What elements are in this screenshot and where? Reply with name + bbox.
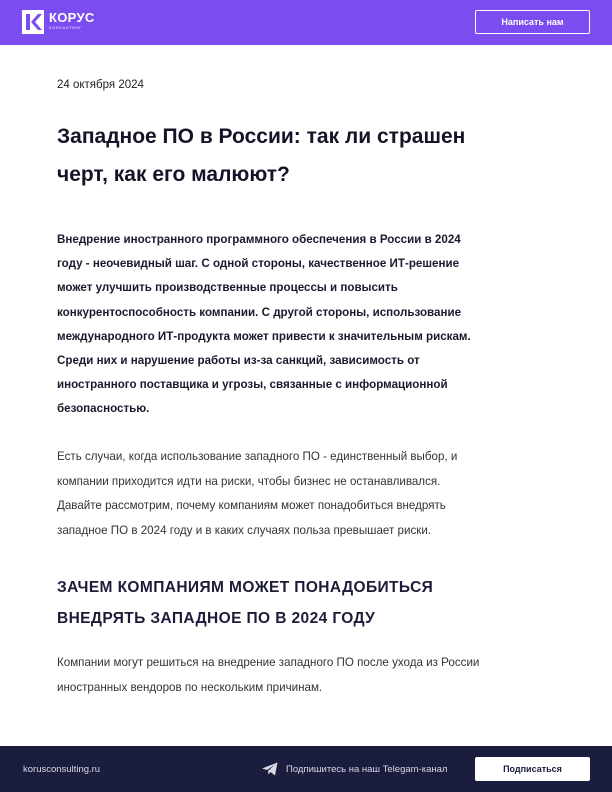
telegram-icon[interactable] — [262, 762, 278, 776]
telegram-link[interactable]: Подпишитесь на наш Telegam-канал — [286, 764, 448, 775]
paragraph-line: Давайте рассмотрим, почему компаниям может понадобиться внедрять — [57, 499, 446, 512]
write-us-button[interactable]: Написать нам — [475, 10, 590, 34]
korus-logo[interactable] — [22, 10, 112, 34]
article-lead — [57, 228, 547, 422]
lead-line: году - неочевидный шаг. С одной стороны, качественное ИТ-решение — [57, 257, 460, 271]
paragraph-line: западное ПО в 2024 году и в каких случаях польза превышает риски. — [57, 523, 432, 537]
footer-site-link[interactable]: korusconsulting.ru — [23, 764, 101, 775]
section-heading-line: ВНЕДРЯТЬ ЗАПАДНОЕ ПО В 2024 ГОДУ — [57, 610, 376, 627]
article-paragraph — [57, 445, 557, 543]
article-date: 24 октября 2024 — [57, 79, 144, 91]
paragraph-line: компании приходится идти на риски, чтобы бизнес не останавливался. — [57, 474, 441, 488]
lead-line: иностранного поставщика и угрозы, связанные с информационной — [57, 378, 448, 392]
section-heading-line: ЗАЧЕМ КОМПАНИЯМ МОЖЕТ ПОНАДОБИТЬСЯ — [57, 579, 434, 596]
section-paragraph — [57, 651, 577, 700]
lead-line: Внедрение иностранного программного обеспечения в России в 2024 — [57, 233, 461, 246]
site-header — [0, 0, 612, 45]
lead-line: конкурентоспособность компании. С другой стороны, использование — [57, 305, 462, 319]
lead-line: безопасностью. — [57, 402, 150, 416]
article-title — [57, 118, 577, 194]
lead-line: может улучшить производственные процессы и повысить — [57, 281, 398, 295]
logo-text: КОРУС — [49, 10, 95, 25]
paragraph-line: Есть случаи, когда использование западного ПО - единственный выбор, и — [57, 450, 458, 463]
subscribe-button[interactable]: Подписаться — [475, 757, 590, 781]
logo-subtext: КОНСАЛТИНГ — [49, 25, 82, 30]
site-footer — [0, 746, 612, 792]
section-heading — [57, 572, 577, 634]
section-paragraph-line: иностранных вендоров по нескольким причинам. — [57, 680, 323, 694]
lead-line: международного ИТ-продукта может привести к значительным рискам. — [57, 329, 471, 343]
title-line: Западное ПО в России: так ли страшен — [57, 125, 466, 148]
title-line: черт, как его малюют? — [57, 163, 290, 186]
section-paragraph-line: Компании могут решиться на внедрение западного ПО после ухода из России — [57, 656, 480, 669]
korus-logo-icon — [22, 10, 44, 34]
lead-line: Среди них и нарушение работы из-за санкций, зависимость от — [57, 354, 420, 368]
